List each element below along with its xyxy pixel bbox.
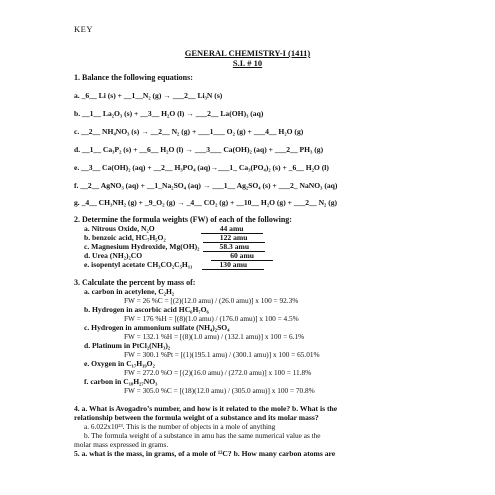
q2-item-label: c. Magnesium Hydroxide, Mg(OH)₂ [84, 242, 200, 251]
q3-part-c-calc: FW = 132.1 %H = [(8)(1.0 amu) / (132.1 amu)] x 100 = 6.1% [124, 332, 305, 341]
q2-item-answer: 60 amu [211, 251, 273, 261]
q1-equation-b: b. __1__ La₂O₃ (s) + __3__ H₂O (l) → ___2__ La(OH)₃ (aq) [74, 109, 264, 118]
q3-part-b-heading: b. Hydrogen in ascorbic acid HC₆H₇O₆ [84, 305, 209, 314]
q1-prompt: 1. Balance the following equations: [74, 73, 193, 82]
q4-answer-b-line1: b. The formula weight of a substance in amu has the same numerical value as the [84, 431, 321, 440]
q1-equation-c: c. __2__ NH₄NO₃ (s) → __2__ N₂ (g) + ___1___ O₂ (g) + ___4__ H₂O (g) [74, 127, 304, 136]
q1-equation-g: g. _4__ CH₃NH₂ (g) + _9_O₂ (g) → _4__ CO₂ (g) + __10__ H₂O (g) + ___2__ N₂ (g) [74, 198, 338, 207]
q2-prompt: 2. Determine the formula weights (FW) of each of the following: [74, 215, 292, 224]
q3-part-f-heading: f. carbon in C₁₈H₂₇NO₃ [84, 377, 158, 386]
q1-equation-e: e. __3__ Ca(OH)₂ (aq) + __2__ H₃PO₄ (aq)→___1_ Ca₃(PO₄)₂ (s) + _6__ H₂O (l) [74, 163, 329, 172]
q2-item-label: a. Nitrous Oxide, N₂O [84, 224, 155, 233]
q3-part-a-calc: FW = 26 %C = [(2)(12.0 amu) / (26.0 amu)] x 100 = 92.3% [124, 296, 299, 305]
q4-prompt-line1: 4. a. What is Avogadro’s number, and how is it related to the mole? b. What is the [74, 404, 338, 413]
q3-part-f-calc: FW = 305.0 %C = [(18)(12.0 amu) / (305.0 amu)] x 100 = 70.8% [124, 386, 315, 395]
q3-prompt: 3. Calculate the percent by mass of: [74, 278, 196, 287]
q2-item-label: b. benzoic acid, HC₇H₅O₂ [84, 233, 166, 242]
q5-prompt: 5. a. what is the mass, in grams, of a mole of ¹²C? b. How many carbon atoms are [74, 449, 336, 458]
q2-item-answer: 130 amu [202, 260, 264, 270]
course-title: GENERAL CHEMISTRY-I (1411) [184, 48, 311, 58]
q2-item-label: e. isopentyl acetate CH₃CO₂C₅H₁₁ [84, 260, 193, 269]
q3-part-d-calc: FW = 300.1 %Pt = [(1)(195.1 amu) / (300.1 amu)] x 100 = 65.01% [124, 350, 320, 359]
q2-item-e [84, 260, 264, 270]
q3-part-d-heading: d. Platinum in PtCl₂(NH₃)₂ [84, 341, 171, 350]
q3-part-b-calc: FW = 176 %H = [(8)(1.0 amu) / (176.0 amu)] x 100 = 4.5% [124, 314, 299, 323]
q2-item-label: d. Urea (NH₂)₂CO [84, 251, 143, 260]
q3-part-e-calc: FW = 272.0 %O = [(2)(16.0 amu) / (272.0 amu)] x 100 = 11.8% [124, 368, 312, 377]
q3-part-c-heading: c. Hydrogen in ammonium sulfate (NH₄)₂SO₄ [84, 323, 230, 332]
q4-answer-a: a. 6.022x10²³. This is the number of objects in a mole of anything [84, 422, 276, 431]
key-label: KEY [74, 24, 93, 34]
q2-item-answer: 44 amu [201, 224, 263, 234]
q1-equation-d: d. __1__ Ca₃P₂ (s) + __6__ H₂O (l) → ___3___ Ca(OH)₂ (aq) + ___2__ PH₃ (g) [74, 145, 324, 154]
q1-equation-f: f. __2__ AgNO₃ (aq) + __1_Na₂SO₄ (aq) → ___1__ Ag₂SO₄ (s) + ___2_ NaNO₃ (aq) [74, 181, 338, 190]
q3-part-e-heading: e. Oxygen in C₁₇H₁₉O₂ [84, 359, 155, 368]
q4-prompt-line2: relationship between the formula weight of a substance and its molar mass? [74, 413, 319, 422]
q2-item-answer: 122 amu [203, 233, 265, 243]
q4-answer-b-line2: molar mass expressed in grams. [74, 440, 169, 449]
q1-equation-a: a. _6__ Li (s) + __1__N₂ (g) → ___2__ Li₃N (s) [74, 91, 223, 100]
q2-item-answer: 58.3 amu [203, 242, 265, 252]
q3-part-a-heading: a. carbon in acetylene, C₂H₂ [84, 287, 175, 296]
session-title: S.I. # 10 [232, 58, 263, 68]
